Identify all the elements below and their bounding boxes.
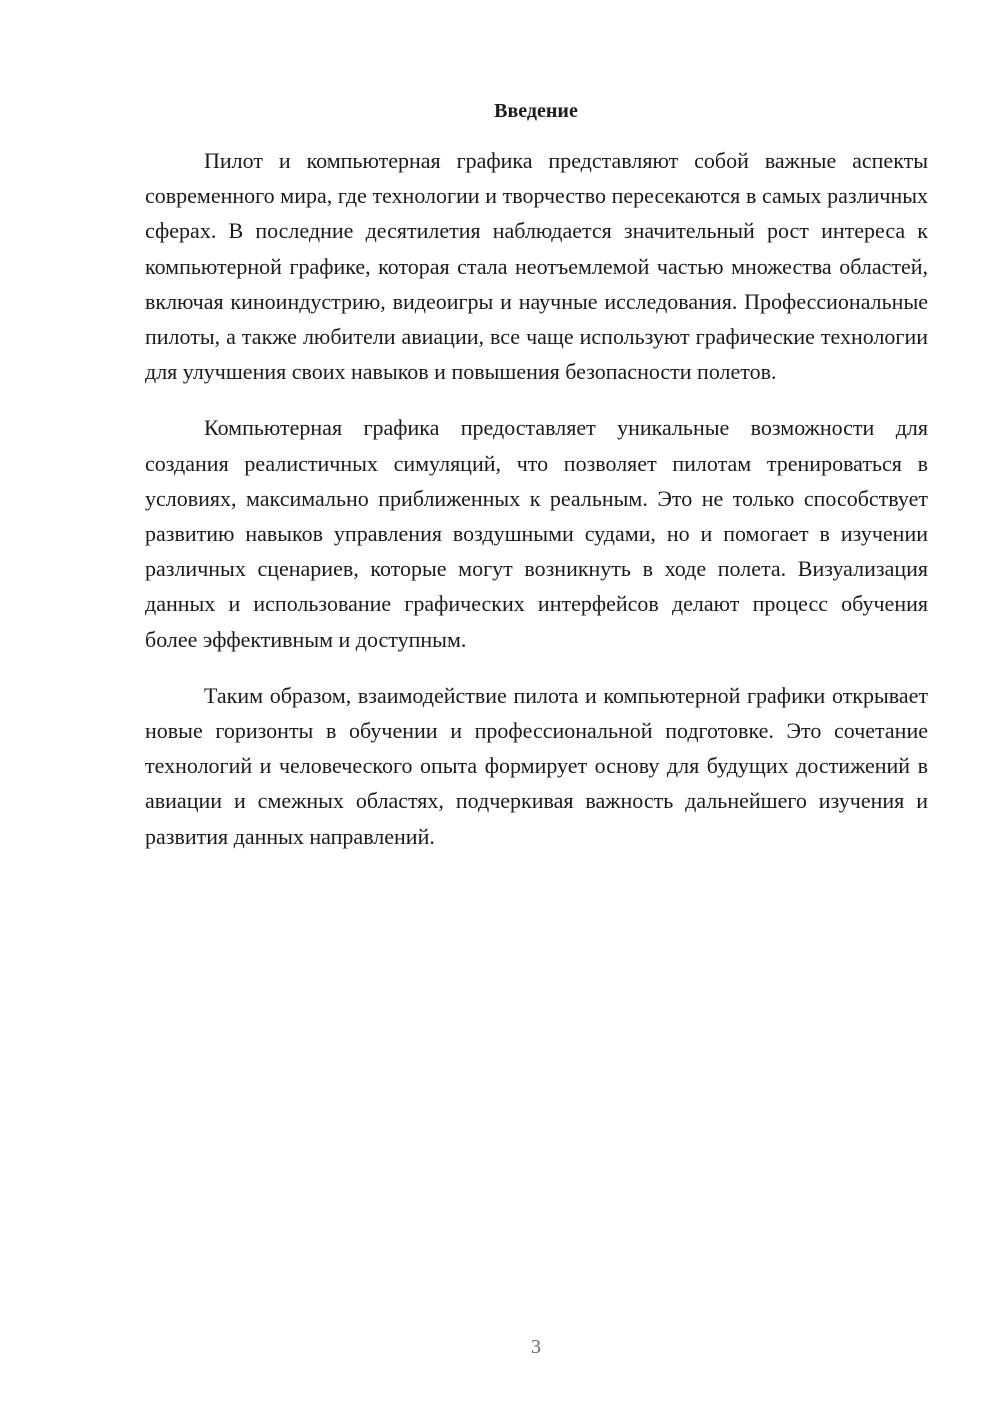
paragraph-2: Компьютерная графика предоставляет уникальные возможности для создания реалистичных симуляций, что позволяет пилотам тренироваться в условиях, максимально приближенных к реальным. Это не только способствует развитию навыков управления воздушными судами, но и помогает в изучении различных сценариев, которые могут возникнуть в ходе полета. Визуализация данных и использование графических интерфейсов делают процесс обучения более эффективным и доступным.: [145, 415, 928, 652]
page-title: Введение: [494, 100, 578, 122]
paragraph-1: Пилот и компьютерная графика представляют собой важные аспекты современного мира, где технологии и творчество пересекаются в самых различных сферах. В последние десятилетия наблюдается значительный рост интереса к компьютерной графике, которая стала неотъемлемой частью множества областей, включая киноиндустрию, видеоигры и научные исследования. Профессиональные пилоты, а также любители авиации, все чаще используют графические технологии для улучшения своих навыков и повышения безопасности полетов.: [145, 148, 928, 385]
paragraph-3: Таким образом, взаимодействие пилота и компьютерной графики открывает новые горизонты в обучении и профессиональной подготовке. Это сочетание технологий и человеческого опыта формирует основу для будущих достижений в авиации и смежных областях, подчеркивая важность дальнейшего изучения и развития данных направлений.: [145, 682, 928, 849]
page-number: 3: [531, 1336, 541, 1358]
body-text: [145, 143, 928, 875]
